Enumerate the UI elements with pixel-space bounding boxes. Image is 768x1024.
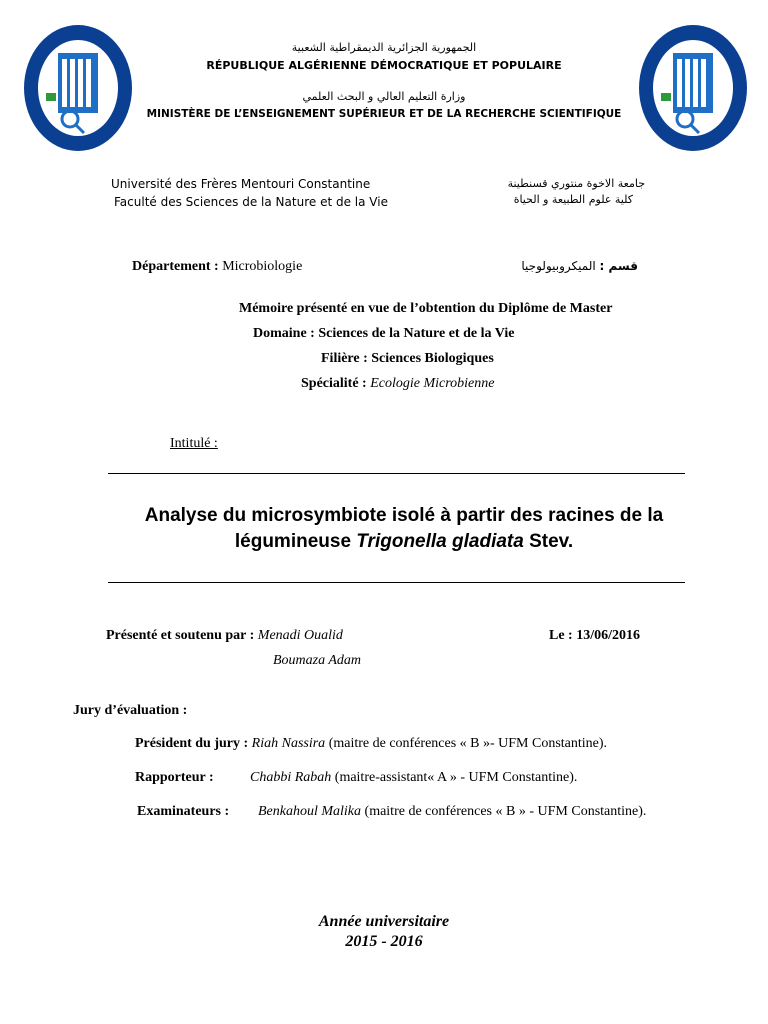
jury-examinateur bbox=[258, 804, 646, 820]
thesis-title bbox=[104, 503, 704, 555]
arabic-republic-text: الجمهورية الجزائرية الديمقراطية الشعبية bbox=[291, 41, 477, 54]
specialite-label: Spécialité : bbox=[301, 376, 367, 391]
annee-universitaire: Année universitaire bbox=[318, 913, 450, 930]
filiere-line: Filière : Sciences Biologiques bbox=[321, 351, 494, 366]
examinateur-name: Benkahoul Malika bbox=[258, 804, 362, 819]
examinateur-label: Examinateurs : bbox=[137, 804, 230, 819]
title-suffix: Stev. bbox=[523, 531, 574, 552]
university-logo-right bbox=[637, 23, 749, 153]
author-2: Boumaza Adam bbox=[273, 653, 362, 668]
faculty-name-ar: كلية علوم الطبيعة و الحياة bbox=[513, 193, 633, 206]
university-name-ar: جامعة الاخوة منتوري قسنطينة bbox=[507, 177, 645, 190]
arabic-ministry-text: وزارة التعليم العالي و البحث العلمي bbox=[302, 90, 466, 103]
president-label: Président du jury : bbox=[135, 736, 249, 751]
author-1: Menadi Oualid bbox=[257, 628, 343, 643]
department-ar-value: الميكروبيولوجيا bbox=[521, 259, 596, 273]
president-role: (maitre de conférences « B »- UFM Constantine). bbox=[328, 736, 608, 751]
memoire-line: Mémoire présenté en vue de l’obtention du Diplôme de Master bbox=[239, 301, 613, 316]
divider-top bbox=[108, 473, 685, 474]
divider-bottom bbox=[108, 582, 685, 583]
academic-years: 2015 - 2016 bbox=[345, 933, 423, 950]
faculty-name-fr: Faculté des Sciences de la Nature et de la Vie bbox=[114, 195, 388, 209]
republic-title: RÉPUBLIQUE ALGÉRIENNE DÉMOCRATIQUE ET POPULAIRE bbox=[206, 59, 562, 72]
thesis-title-line2 bbox=[104, 529, 704, 555]
university-name-fr: Université des Frères Mentouri Constantine bbox=[111, 177, 371, 191]
ministry-title: MINISTÈRE DE L’ENSEIGNEMENT SUPÉRIEUR ET DE LA RECHERCHE SCIENTIFIQUE bbox=[146, 108, 622, 120]
examinateur-role: (maitre de conférences « B » - UFM Constantine). bbox=[364, 804, 647, 819]
jury-title: Jury d’évaluation : bbox=[73, 703, 188, 718]
defense-date: Le : 13/06/2016 bbox=[549, 628, 640, 643]
title-prefix: légumineuse bbox=[234, 531, 357, 552]
president-name: Riah Nassira bbox=[251, 736, 326, 751]
jury-rapporteur bbox=[250, 770, 577, 786]
title-species: Trigonella gladiata bbox=[356, 531, 524, 552]
jury-president bbox=[135, 736, 607, 752]
presented-label: Présenté et soutenu par : bbox=[106, 628, 255, 643]
department-value: Microbiologie bbox=[222, 259, 303, 274]
university-logo-left bbox=[22, 23, 134, 153]
rapporteur-label: Rapporteur : bbox=[135, 770, 214, 785]
department-ar-label: قسم : bbox=[599, 259, 638, 273]
thesis-title-line1: Analyse du microsymbiote isolé à partir des racines de la bbox=[144, 505, 664, 526]
rapporteur-name: Chabbi Rabah bbox=[250, 770, 332, 785]
department-label: Département : bbox=[132, 259, 219, 274]
presented-line bbox=[106, 628, 343, 644]
intitule-label: Intitulé : bbox=[170, 436, 218, 451]
specialite-line bbox=[301, 376, 495, 392]
domaine-line: Domaine : Sciences de la Nature et de la Vie bbox=[253, 326, 515, 341]
department bbox=[132, 259, 302, 275]
department-ar bbox=[480, 259, 638, 273]
rapporteur-role: (maitre-assistant« A » - UFM Constantine). bbox=[334, 770, 578, 785]
specialite-value: Ecologie Microbienne bbox=[370, 376, 495, 391]
